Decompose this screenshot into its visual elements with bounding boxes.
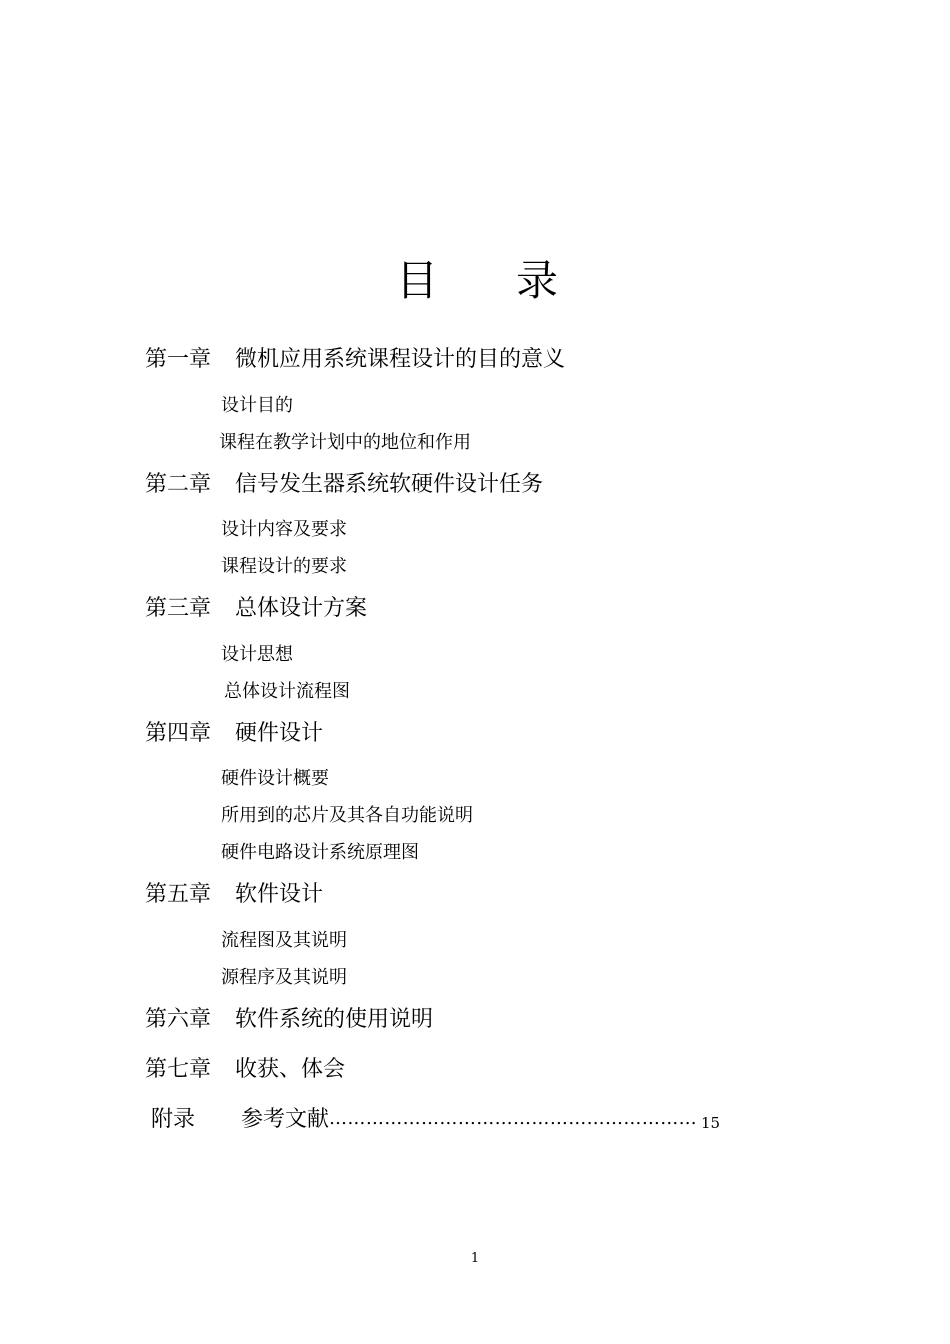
chapter-number: 第二章 xyxy=(145,472,212,497)
toc-section[interactable]: 设计内容及要求 xyxy=(221,519,347,540)
toc-section[interactable]: 课程设计的要求 xyxy=(221,556,347,577)
title-char-2: 录 xyxy=(516,256,559,305)
page-number: 1 xyxy=(470,1251,480,1266)
chapter-number: 第一章 xyxy=(145,347,212,372)
chapter-title: 信号发生器系统软硬件设计任务 xyxy=(235,472,544,497)
toc-section[interactable]: 设计目的 xyxy=(221,395,293,416)
toc-section[interactable]: 源程序及其说明 xyxy=(221,967,347,988)
toc-chapter[interactable] xyxy=(145,346,565,374)
chapter-title: 总体设计方案 xyxy=(235,596,368,621)
toc-section[interactable]: 硬件电路设计系统原理图 xyxy=(221,842,419,863)
chapter-title: 收获、体会 xyxy=(235,1057,346,1082)
toc-chapter[interactable] xyxy=(145,595,367,623)
toc-appendix[interactable] xyxy=(151,1105,811,1137)
toc-section[interactable]: 流程图及其说明 xyxy=(221,930,347,951)
toc-section[interactable]: 所用到的芯片及其各自功能说明 xyxy=(221,805,473,826)
appendix-label: 附录 xyxy=(151,1107,196,1132)
appendix-page-number: 15 xyxy=(701,1114,721,1132)
toc-chapter[interactable] xyxy=(145,471,543,499)
toc-chapter[interactable] xyxy=(145,720,323,748)
toc-section[interactable]: 硬件设计概要 xyxy=(221,768,329,789)
chapter-title: 软件系统的使用说明 xyxy=(235,1007,434,1032)
toc-chapter[interactable] xyxy=(145,1006,433,1034)
toc-section[interactable]: 课程在教学计划中的地位和作用 xyxy=(219,432,471,453)
title-char-1: 目 xyxy=(396,256,439,305)
toc-chapter[interactable] xyxy=(145,1056,345,1084)
appendix-title: 参考文献 xyxy=(241,1107,330,1132)
chapter-number: 第五章 xyxy=(145,882,212,907)
chapter-title: 硬件设计 xyxy=(235,721,324,746)
chapter-number: 第七章 xyxy=(145,1057,212,1082)
chapter-number: 第四章 xyxy=(145,721,212,746)
chapter-number: 第六章 xyxy=(145,1007,212,1032)
toc-section[interactable]: 总体设计流程图 xyxy=(224,681,350,702)
toc-section[interactable]: 设计思想 xyxy=(221,644,293,665)
chapter-title: 软件设计 xyxy=(235,882,324,907)
chapter-number: 第三章 xyxy=(145,596,212,621)
toc-chapter[interactable] xyxy=(145,881,323,909)
chapter-title: 微机应用系统课程设计的目的意义 xyxy=(235,347,566,372)
dot-leader: …………………………………………………… xyxy=(329,1108,698,1129)
